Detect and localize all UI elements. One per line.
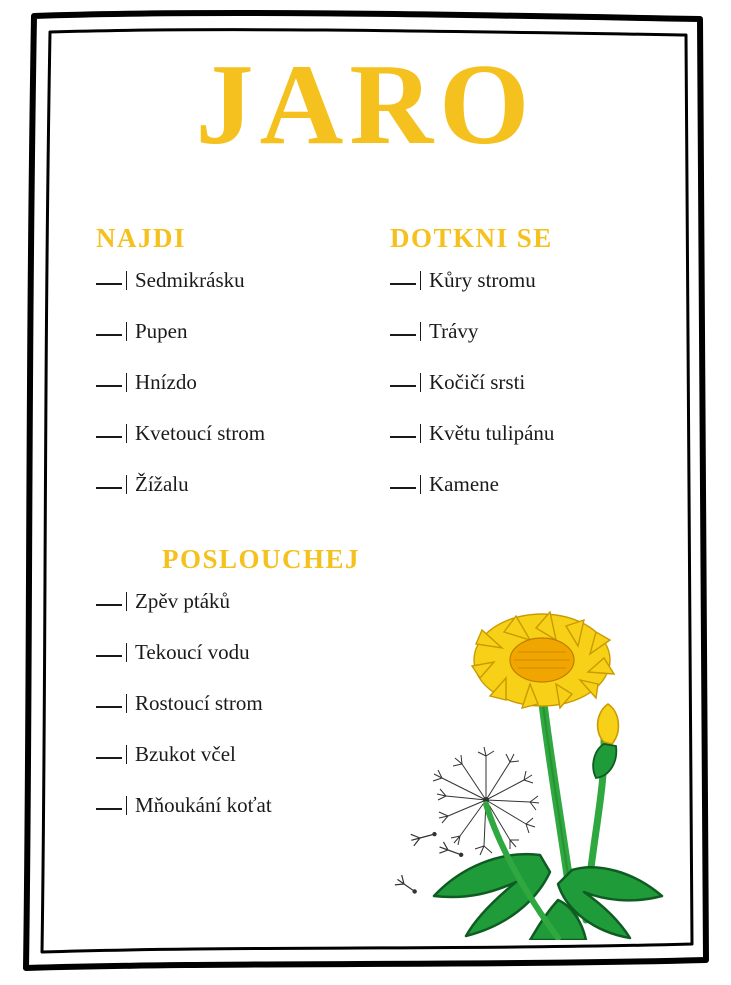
divider — [126, 424, 127, 443]
divider — [126, 475, 127, 494]
list-item[interactable] — [96, 742, 426, 767]
list-item[interactable] — [96, 589, 426, 614]
list-item-label: Kvetoucí strom — [135, 420, 266, 445]
list-item[interactable] — [96, 472, 386, 497]
list-item[interactable] — [390, 421, 690, 446]
list-item-label: Bzukot včel — [135, 741, 236, 766]
divider — [126, 745, 127, 764]
checkbox-blank[interactable] — [96, 604, 122, 606]
divider — [126, 373, 127, 392]
divider — [126, 643, 127, 662]
checkbox-blank[interactable] — [96, 808, 122, 810]
divider — [126, 796, 127, 815]
list-item[interactable] — [390, 319, 690, 344]
checkbox-blank[interactable] — [390, 436, 416, 438]
checkbox-blank[interactable] — [96, 283, 122, 285]
divider — [420, 271, 421, 290]
list-item-label: Mňoukání koťat — [135, 792, 272, 817]
divider — [126, 694, 127, 713]
list-item-label: Žížalu — [135, 471, 189, 496]
divider — [420, 322, 421, 341]
list-item-label: Rostoucí strom — [135, 690, 263, 715]
list-item-label: Trávy — [429, 318, 479, 343]
divider — [420, 373, 421, 392]
list-item[interactable] — [96, 691, 426, 716]
checkbox-blank[interactable] — [96, 487, 122, 489]
section-heading-poslouchej: POSLOUCHEJ — [161, 544, 361, 574]
list-item[interactable] — [390, 370, 690, 395]
list-item[interactable] — [390, 268, 690, 293]
section-heading-najdi: NAJDI — [96, 223, 187, 253]
checklist-poslouchej — [96, 589, 426, 818]
checkbox-blank[interactable] — [96, 385, 122, 387]
list-item-label: Kůry stromu — [429, 267, 536, 292]
divider — [126, 592, 127, 611]
page-title: JARO — [195, 41, 536, 169]
list-item[interactable] — [96, 268, 386, 293]
checkbox-blank[interactable] — [390, 283, 416, 285]
divider — [126, 271, 127, 290]
list-item-label: Zpěv ptáků — [135, 588, 231, 613]
list-item-label: Sedmikrásku — [135, 267, 245, 292]
list-item-label: Tekoucí vodu — [135, 639, 250, 664]
list-item[interactable] — [390, 472, 690, 497]
checkbox-blank[interactable] — [96, 334, 122, 336]
checkbox-blank[interactable] — [96, 706, 122, 708]
dandelion-illustration — [390, 600, 700, 940]
checkbox-blank[interactable] — [96, 655, 122, 657]
list-item[interactable] — [96, 421, 386, 446]
list-item[interactable] — [96, 319, 386, 344]
divider — [420, 424, 421, 443]
section-heading-dotkni-se: DOTKNI SE — [390, 223, 553, 253]
section-najdi — [96, 224, 386, 523]
checkbox-blank[interactable] — [390, 385, 416, 387]
list-item[interactable] — [96, 793, 426, 818]
checkbox-blank[interactable] — [390, 334, 416, 336]
list-item-label: Kočičí srsti — [429, 369, 526, 394]
list-item-label: Květu tulipánu — [429, 420, 555, 445]
divider — [420, 475, 421, 494]
list-item-label: Hnízdo — [135, 369, 197, 394]
checkbox-blank[interactable] — [96, 436, 122, 438]
section-poslouchej — [96, 545, 426, 844]
list-item[interactable] — [96, 370, 386, 395]
list-item[interactable] — [96, 640, 426, 665]
checklist-dotkni-se — [390, 268, 690, 497]
divider — [126, 322, 127, 341]
checkbox-blank[interactable] — [390, 487, 416, 489]
list-item-label: Pupen — [135, 318, 188, 343]
checkbox-blank[interactable] — [96, 757, 122, 759]
list-item-label: Kamene — [429, 471, 499, 496]
section-dotkni-se — [390, 224, 690, 523]
checklist-najdi — [96, 268, 386, 497]
